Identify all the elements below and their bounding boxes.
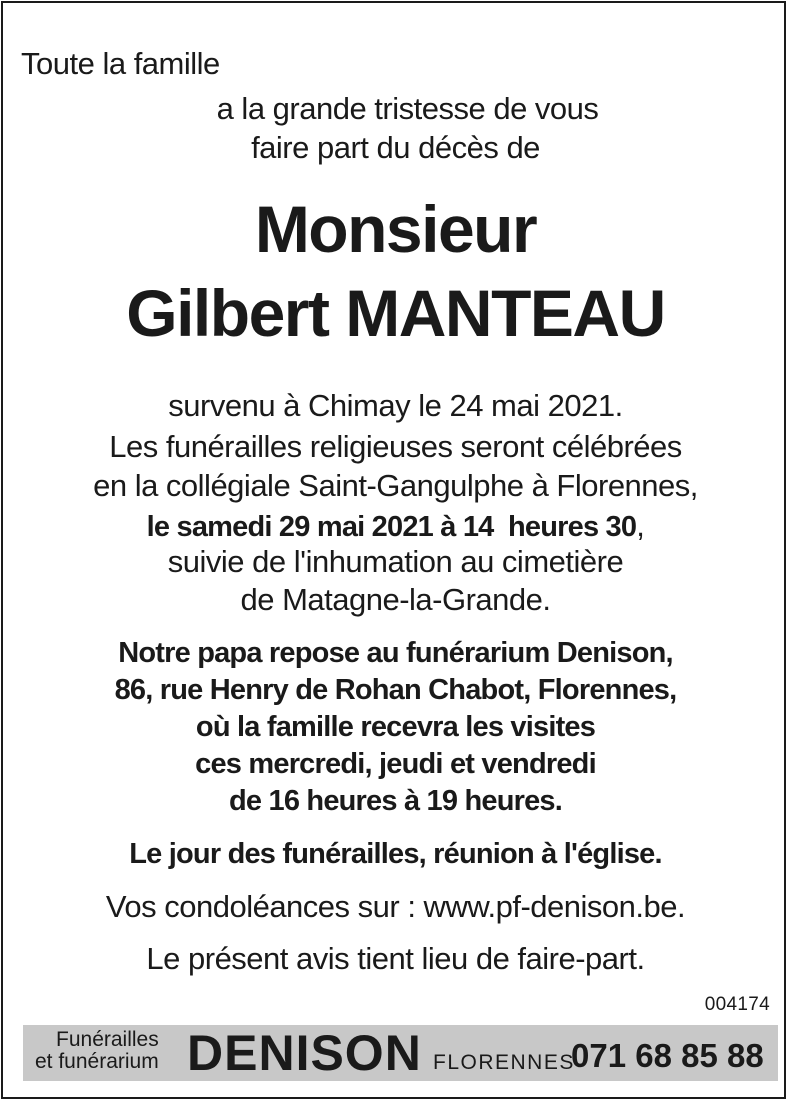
funeral-date-line xyxy=(3,508,788,545)
rest-line-4: ces mercredi, jeudi et vendredi xyxy=(195,748,596,780)
deceased-title: Monsieur xyxy=(254,192,537,266)
announce-line-2: faire part du décès de xyxy=(251,130,540,165)
funeral-home-banner xyxy=(23,1025,778,1081)
funeral-line-2: en la collégiale Saint-Gangulphe à Florennes, xyxy=(93,468,698,503)
obituary-notice xyxy=(1,1,786,1099)
service-line-2: et funérarium xyxy=(35,1050,159,1073)
service-label xyxy=(35,1029,159,1073)
notice-note: Le présent avis tient lieu de faire-part. xyxy=(146,941,645,976)
funeral-date: le samedi 29 mai 2021 à 14 heures 30 xyxy=(146,511,637,543)
reference-number: 004174 xyxy=(704,994,770,1015)
funeral-date-comma: , xyxy=(636,508,645,543)
rest-line-1: Notre papa repose au funérarium Denison, xyxy=(118,637,673,669)
town-label: FLORENNES xyxy=(433,1051,575,1074)
death-line: survenu à Chimay le 24 mai 2021. xyxy=(168,388,623,423)
rest-line-5: de 16 heures à 19 heures. xyxy=(228,785,563,817)
deceased-name: Gilbert MANTEAU xyxy=(126,276,665,350)
meeting-line: Le jour des funérailles, réunion à l'église. xyxy=(129,838,662,870)
intro-text: Toute la famille xyxy=(21,46,220,81)
funeral-line-1: Les funérailles religieuses seront célébrées xyxy=(109,429,682,464)
condolences-line: Vos condoléances sur : www.pf-denison.be. xyxy=(105,889,686,924)
announce-line-1: a la grande tristesse de vous xyxy=(216,91,599,126)
rest-line-3: où la famille recevra les visites xyxy=(195,711,596,743)
service-line-1: Funérailles xyxy=(56,1028,159,1051)
brand-name: DENISON xyxy=(187,1025,422,1081)
funeral-line-3: suivie de l'inhumation au cimetière xyxy=(167,544,624,579)
rest-line-2: 86, rue Henry de Rohan Chabot, Florennes, xyxy=(114,674,677,706)
phone-number: 071 68 85 88 xyxy=(571,1037,764,1074)
funeral-line-4: de Matagne-la-Grande. xyxy=(240,582,551,617)
